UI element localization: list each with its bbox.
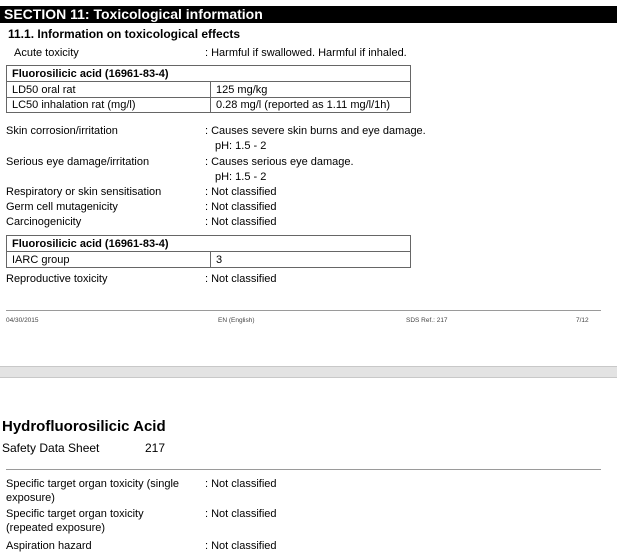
footer-page-number: 7/12	[576, 317, 589, 324]
stot-single-label: Specific target organ toxicity (single	[6, 478, 180, 490]
carcinogenicity-value: : Not classified	[205, 216, 277, 228]
table-cell: IARC group	[12, 254, 70, 266]
mutagenicity-value: : Not classified	[205, 201, 277, 213]
aspiration-hazard-value: : Not classified	[205, 540, 277, 552]
eye-damage-label: Serious eye damage/irritation	[6, 156, 150, 168]
page-break	[0, 366, 617, 378]
subsection-title: 11.1. Information on toxicological effects	[8, 27, 241, 41]
eye-damage-value: : Causes serious eye damage.	[205, 156, 354, 168]
stot-single-value: : Not classified	[205, 478, 277, 490]
footer-date: 04/30/2015	[6, 317, 39, 324]
toxicity-table	[6, 65, 411, 113]
row-divider	[7, 251, 410, 252]
header-divider	[6, 469, 601, 470]
stot-repeated-label-cont: (repeated exposure)	[6, 522, 106, 534]
table-cell: 0.28 mg/l (reported as 1.11 mg/l/1h)	[216, 99, 391, 111]
acute-toxicity-label: Acute toxicity	[14, 47, 79, 59]
footer-language: EN (English)	[218, 317, 255, 324]
mutagenicity-label: Germ cell mutagenicity	[6, 201, 118, 213]
iarc-table	[6, 235, 411, 268]
table-cell: LD50 oral rat	[12, 84, 76, 96]
document-subtitle: Safety Data Sheet	[2, 441, 100, 455]
sensitisation-label: Respiratory or skin sensitisation	[6, 186, 162, 198]
footer-divider	[6, 310, 601, 311]
table-header: Fluorosilicic acid (16961-83-4)	[12, 238, 169, 250]
footer-ref: SDS Ref.: 217	[406, 317, 448, 324]
reproductive-toxicity-label: Reproductive toxicity	[6, 273, 108, 285]
skin-corrosion-label: Skin corrosion/irritation	[6, 125, 118, 137]
reproductive-toxicity-value: : Not classified	[205, 273, 277, 285]
sensitisation-value: : Not classified	[205, 186, 277, 198]
skin-corrosion-value: : Causes severe skin burns and eye damage.	[205, 125, 426, 137]
column-divider	[210, 251, 211, 267]
column-divider	[210, 81, 211, 112]
skin-corrosion-ph: pH: 1.5 - 2	[215, 140, 267, 152]
stot-repeated-value: : Not classified	[205, 508, 277, 520]
stot-single-label-cont: exposure)	[6, 492, 55, 504]
section-title: SECTION 11: Toxicological information	[0, 6, 617, 23]
table-header: Fluorosilicic acid (16961-83-4)	[12, 68, 169, 80]
document-ref: 217	[145, 441, 166, 455]
carcinogenicity-label: Carcinogenicity	[6, 216, 82, 228]
row-divider	[7, 97, 410, 98]
document-title: Hydrofluorosilicic Acid	[2, 418, 166, 435]
table-cell: 3	[216, 254, 223, 266]
stot-repeated-label: Specific target organ toxicity	[6, 508, 144, 520]
table-cell: LC50 inhalation rat (mg/l)	[12, 99, 136, 111]
aspiration-hazard-label: Aspiration hazard	[6, 540, 92, 552]
acute-toxicity-value: : Harmful if swallowed. Harmful if inhaled.	[205, 47, 407, 59]
table-cell: 125 mg/kg	[216, 84, 268, 96]
eye-damage-ph: pH: 1.5 - 2	[215, 171, 267, 183]
row-divider	[7, 81, 410, 82]
